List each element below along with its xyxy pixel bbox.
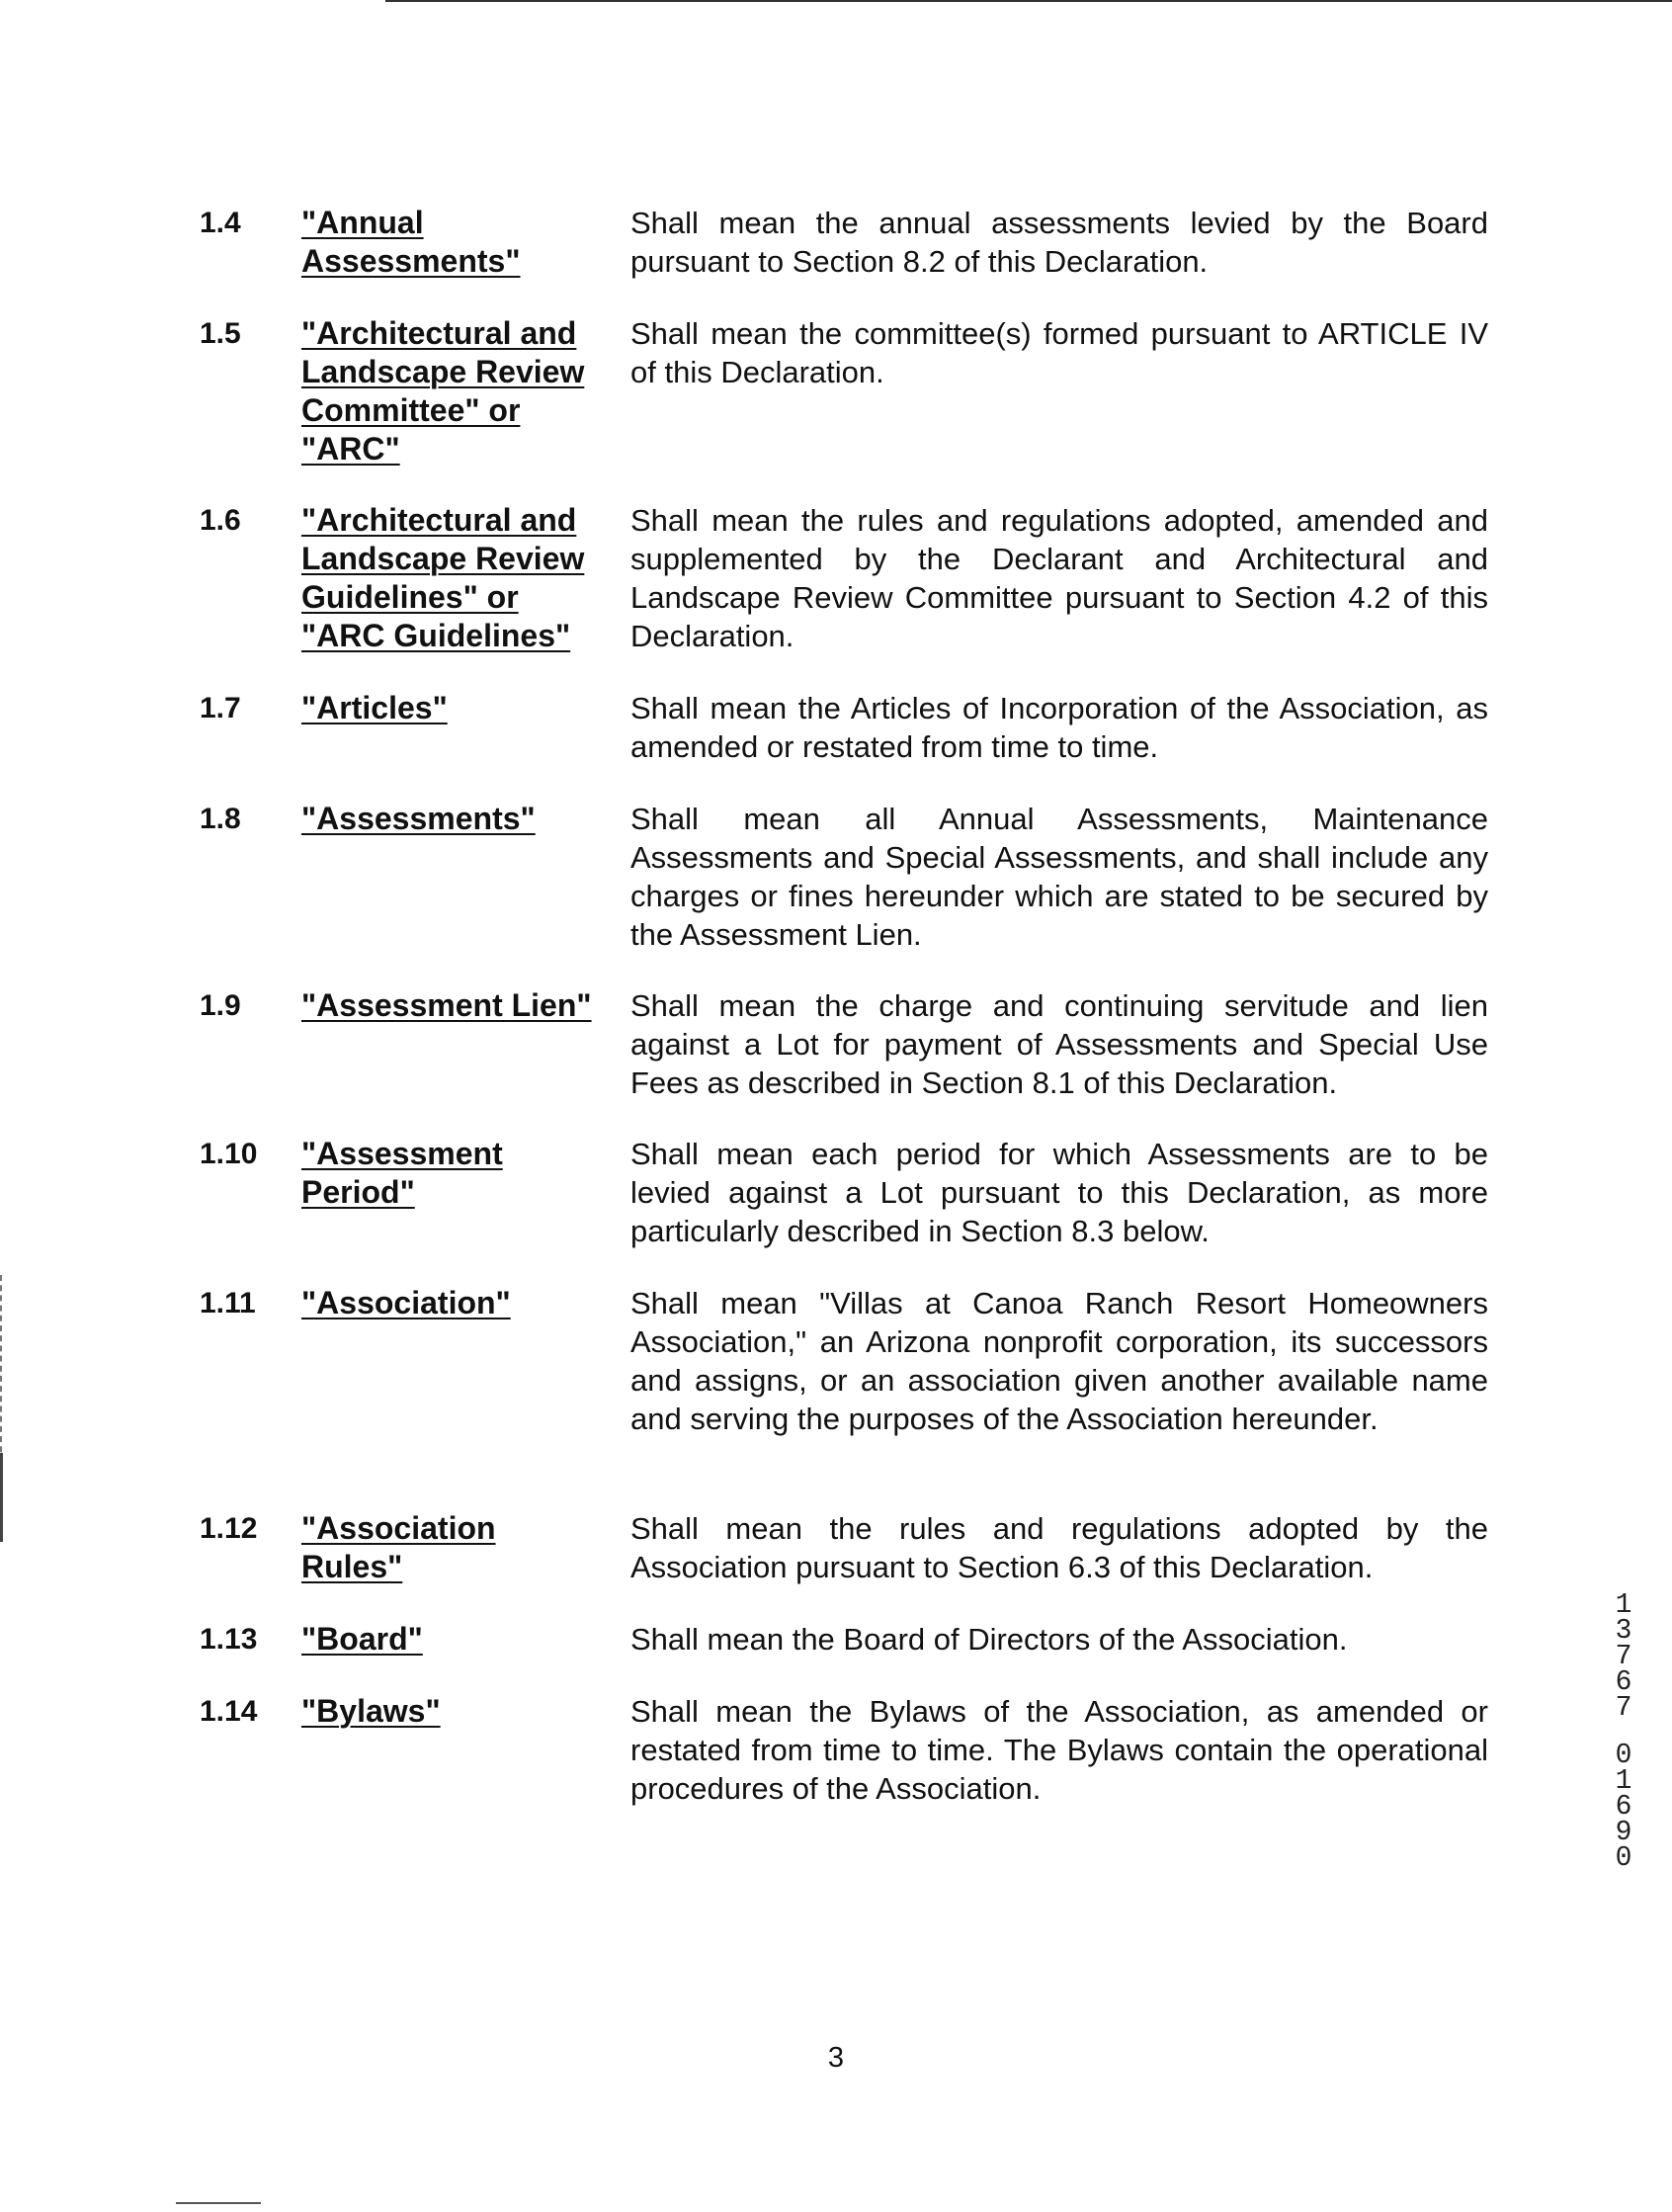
defined-term: "Articles" <box>301 690 448 725</box>
section-number: 1.13 <box>200 1623 258 1656</box>
docket-number-part-2 <box>1615 1740 1632 1875</box>
defined-term: "Association" <box>301 1285 511 1320</box>
definition-text: Shall mean the annual assessments levied by the Board pursuant to Section 8.2 of this Declaration. <box>630 206 1488 279</box>
section-number: 1.14 <box>200 1695 258 1728</box>
definition-text: Shall mean the Articles of Incorporation of the Association, as amended or restated from time to time. <box>630 691 1488 764</box>
section-number: 1.9 <box>200 989 241 1022</box>
bottom-rule <box>176 2202 261 2204</box>
stamp-digit: 0 <box>1615 1842 1632 1875</box>
stamp-digit: 3 <box>1615 1615 1632 1648</box>
section-number: 1.4 <box>200 207 241 239</box>
definition-text: Shall mean each period for which Assessments are to be levied against a Lot pursuant to this Declaration, as more particularly described in Section 8.3 below. <box>630 1137 1488 1248</box>
defined-term: "Assessments" <box>301 801 536 836</box>
section-number: 1.11 <box>200 1287 256 1319</box>
page-number: 3 <box>827 2042 845 2074</box>
section-number: 1.7 <box>200 692 241 724</box>
section-number: 1.5 <box>200 317 241 350</box>
definition-text: Shall mean "Villas at Canoa Ranch Resort Homeowners Association," an Arizona nonprofit corporation, its successors and assigns, or an association given another available name and serving the purposes of the Association hereunder. <box>630 1286 1488 1436</box>
section-number: 1.10 <box>200 1138 258 1170</box>
stamp-digit: 9 <box>1615 1817 1632 1849</box>
defined-term: "Association Rules" <box>301 1510 496 1584</box>
stamp-digit: 1 <box>1615 1765 1632 1798</box>
definition-text: Shall mean the Board of Directors of the Association. <box>630 1622 1348 1657</box>
section-number: 1.6 <box>200 504 241 537</box>
section-number: 1.8 <box>200 803 241 835</box>
stamp-digit: 7 <box>1615 1692 1632 1725</box>
defined-term: "Assessment Period" <box>301 1136 503 1210</box>
defined-term: "Assessment Lien" <box>301 987 592 1023</box>
margin-docket-stamp <box>1609 1589 1638 1875</box>
stamp-digit: 6 <box>1615 1666 1632 1699</box>
definition-text: Shall mean the charge and continuing servitude and lien against a Lot for payment of Assessments and Special Use Fees as described in Section 8.1 of this Declaration. <box>630 988 1488 1100</box>
docket-number-part-1 <box>1615 1589 1632 1725</box>
definition-text: Shall mean the Bylaws of the Association, as amended or restated from time to time. The Bylaws contain the operational procedures of the Association. <box>630 1694 1488 1806</box>
definition-text: Shall mean the rules and regulations adopted, amended and supplemented by the Declarant and Architectural and Landscape Review Committee pursuant to Section 4.2 of this Declaration. <box>630 503 1488 653</box>
defined-term: "Architectural and Landscape Review Committee" or "ARC" <box>301 315 585 467</box>
section-number: 1.12 <box>200 1512 258 1545</box>
stamp-digit: 0 <box>1615 1740 1632 1772</box>
defined-term: "Bylaws" <box>301 1693 441 1729</box>
defined-term: "Board" <box>301 1621 423 1657</box>
stamp-digit: 6 <box>1615 1791 1632 1824</box>
top-rule <box>385 0 1672 2</box>
defined-term: "Architectural and Landscape Review Guidelines" or "ARC Guidelines" <box>301 502 585 653</box>
definition-text: Shall mean the rules and regulations adopted by the Association pursuant to Section 6.3 of this Declaration. <box>630 1511 1488 1584</box>
stamp-digit: 7 <box>1615 1641 1632 1673</box>
stamp-digit: 1 <box>1615 1589 1632 1622</box>
definition-text: Shall mean the committee(s) formed pursuant to ARTICLE IV of this Declaration. <box>630 316 1488 389</box>
scan-edge-bar <box>0 1453 3 1542</box>
defined-term: "Annual Assessments" <box>301 205 521 279</box>
definition-text: Shall mean all Annual Assessments, Maintenance Assessments and Special Assessments, and shall include any charges or fines hereunder which are stated to be secured by the Assessment Lien. <box>630 802 1488 952</box>
